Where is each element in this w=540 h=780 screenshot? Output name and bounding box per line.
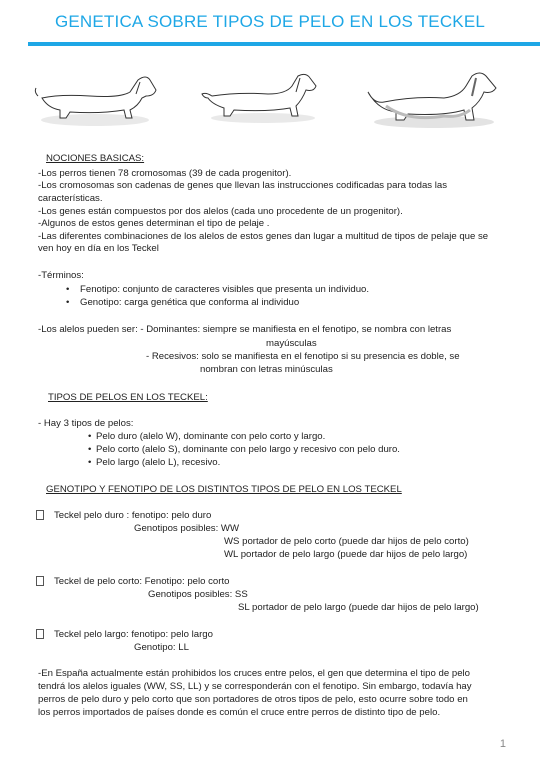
paragraph-line: -Los genes están compuestos por dos alelos (cada uno procedente de un progenitor). bbox=[38, 206, 403, 217]
alelos-recesivos-cont: nombran con letras minúsculas bbox=[200, 364, 333, 375]
paragraph-line: -Las diferentes combinaciones de los alelos de estos genes dan lugar a multitud de tipos de pelaje que se bbox=[38, 231, 489, 242]
paragraph-line: -Los perros tienen 78 cromosomas (39 de cada progenitor). bbox=[38, 168, 292, 179]
page-title: GENETICA SOBRE TIPOS DE PELO EN LOS TECKEL bbox=[54, 12, 486, 31]
page-number: 1 bbox=[499, 738, 506, 750]
largo-line2: Genotipo: LL bbox=[134, 642, 189, 653]
wirehaired-dachshund-illustration bbox=[30, 68, 160, 134]
bullet-dot: • bbox=[66, 284, 70, 295]
section-heading-genotipo: GENOTIPO Y FENOTIPO DE LOS DISTINTOS TIPOS DE PELO EN LOS TECKEL bbox=[46, 484, 402, 495]
tipo-item: Pelo duro (alelo W), dominante con pelo corto y largo. bbox=[96, 431, 326, 442]
conclusion-line: los perros importados de países donde es común el cruce entre perros de distinto tipo de pelo. bbox=[38, 707, 441, 718]
checkbox-icon bbox=[36, 510, 44, 523]
tipo-item: Pelo largo (alelo L), recesivo. bbox=[96, 457, 221, 468]
duro-line3: WS portador de pelo corto (puede dar hijos de pelo corto) bbox=[224, 536, 469, 547]
paragraph-line: -Los cromosomas son cadenas de genes que llevan las instrucciones codificadas para todas las bbox=[38, 180, 448, 191]
section-heading-tipos: TIPOS DE PELOS EN LOS TECKEL: bbox=[48, 392, 208, 403]
bullet-dot: • bbox=[88, 444, 92, 455]
paragraph-line: ven hoy en día en los Teckel bbox=[38, 243, 159, 254]
conclusion-line: perros de pelo duro y pelo corto que son portadores de otros tipos de pelo, esto ocurre sobre todo en bbox=[38, 694, 468, 705]
longhaired-dachshund-illustration bbox=[364, 66, 504, 136]
terminos-label: -Términos: bbox=[38, 270, 84, 281]
bullet-dot: • bbox=[88, 431, 92, 442]
smooth-dachshund-illustration bbox=[198, 70, 328, 130]
largo-line1: Teckel pelo largo: fenotipo: pelo largo bbox=[54, 629, 213, 640]
conclusion-line: -En España actualmente están prohibidos los cruces entre pelos, el gen que determina el tipo de pelo bbox=[38, 668, 470, 679]
paragraph-line: características. bbox=[38, 193, 103, 204]
alelos-dominantes-cont: mayúsculas bbox=[266, 338, 317, 349]
bullet-dot: • bbox=[66, 297, 70, 308]
tipo-item: Pelo corto (alelo S), dominante con pelo largo y recesivo con pelo duro. bbox=[96, 444, 400, 455]
duro-line4: WL portador de pelo largo (puede dar hijos de pelo largo) bbox=[224, 549, 468, 560]
term-item: Fenotipo: conjunto de caracteres visibles que presenta un individuo. bbox=[80, 284, 370, 295]
conclusion-line: tendrá los alelos iguales (WW, SS, LL) y se corresponderán con el fenotipo. Sin embargo, todavía hay bbox=[38, 681, 472, 692]
title-divider bbox=[28, 42, 540, 46]
duro-line2: Genotipos posibles: WW bbox=[134, 523, 240, 534]
bullet-dot: • bbox=[88, 457, 92, 468]
section-heading-nociones: NOCIONES BASICAS: bbox=[46, 153, 145, 164]
corto-line1: Teckel de pelo corto: Fenotipo: pelo corto bbox=[54, 576, 230, 587]
tipos-intro: - Hay 3 tipos de pelos: bbox=[38, 418, 134, 429]
corto-line2: Genotipos posibles: SS bbox=[148, 589, 248, 600]
duro-line1: Teckel pelo duro : fenotipo: pelo duro bbox=[54, 510, 212, 521]
paragraph-line: -Algunos de estos genes determinan el tipo de pelaje . bbox=[38, 218, 270, 229]
checkbox-icon bbox=[36, 576, 44, 589]
alelos-intro: -Los alelos pueden ser: - Dominantes: siempre se manifiesta en el fenotipo, se nombra con letras bbox=[38, 324, 452, 335]
alelos-recesivos: - Recesivos: solo se manifiesta en el fenotipo si su presencia es doble, se bbox=[146, 351, 460, 362]
checkbox-icon bbox=[36, 629, 44, 642]
term-item: Genotipo: carga genética que conforma al individuo bbox=[80, 297, 300, 308]
corto-line3: SL portador de pelo largo (puede dar hijos de pelo largo) bbox=[238, 602, 479, 613]
